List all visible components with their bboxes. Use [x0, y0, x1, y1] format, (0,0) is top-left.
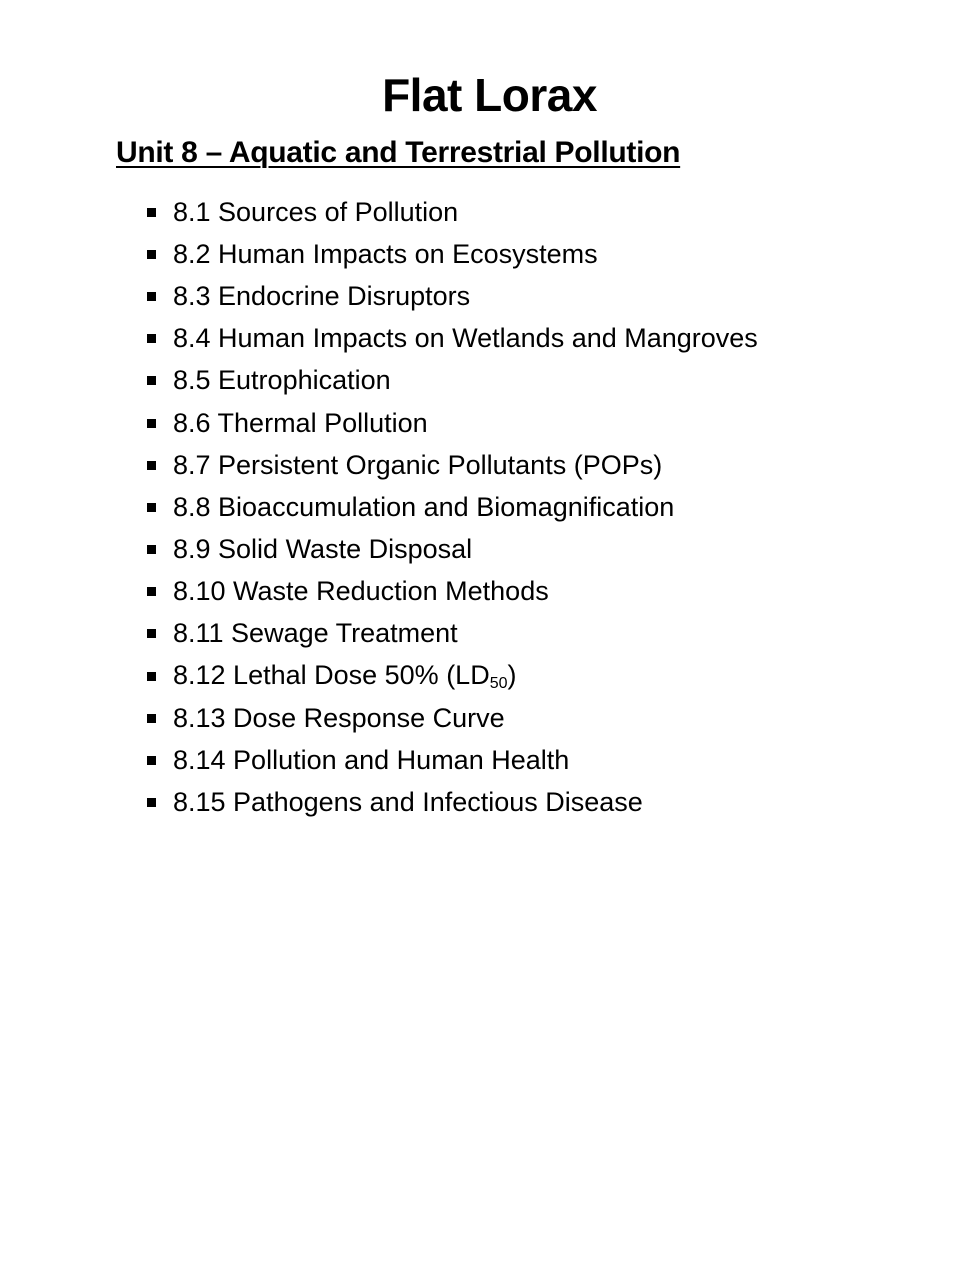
topic-text: 8.1 Sources of Pollution	[173, 196, 459, 227]
square-bullet-icon	[147, 419, 156, 428]
list-item	[147, 697, 758, 739]
square-bullet-icon	[147, 587, 156, 596]
list-item	[147, 782, 758, 824]
list-item	[147, 739, 758, 781]
topic-text: 8.3 Endocrine Disruptors	[173, 280, 471, 311]
square-bullet-icon	[147, 334, 156, 343]
square-bullet-icon	[147, 461, 156, 470]
square-bullet-icon	[147, 798, 156, 807]
square-bullet-icon	[147, 292, 156, 301]
topic-list	[147, 191, 758, 824]
topic-text: 8.2 Human Impacts on Ecosystems	[173, 238, 598, 269]
square-bullet-icon	[147, 250, 156, 259]
list-item	[147, 402, 758, 444]
list-item	[147, 233, 758, 275]
square-bullet-icon	[147, 208, 156, 217]
topic-text: 8.11 Sewage Treatment	[173, 618, 458, 649]
list-item	[147, 275, 758, 317]
square-bullet-icon	[147, 629, 156, 638]
list-item	[147, 444, 758, 486]
square-bullet-icon	[147, 545, 156, 554]
topic-text-ld50	[173, 660, 517, 693]
square-bullet-icon	[147, 503, 156, 512]
square-bullet-icon	[147, 714, 156, 723]
topic-text: 8.10 Waste Reduction Methods	[173, 576, 549, 607]
list-item	[147, 318, 758, 360]
page-title: Flat Lorax	[382, 69, 597, 121]
topic-text: 8.8 Bioaccumulation and Biomagnification	[173, 491, 675, 522]
list-item	[147, 655, 758, 697]
square-bullet-icon	[147, 672, 156, 681]
ld50-subscript: 50	[489, 674, 508, 692]
topic-text: 8.13 Dose Response Curve	[173, 702, 505, 733]
topic-text: 8.4 Human Impacts on Wetlands and Mangroves	[173, 323, 758, 354]
topic-text: 8.6 Thermal Pollution	[173, 407, 428, 438]
topic-text: 8.9 Solid Waste Disposal	[173, 534, 473, 565]
unit-heading: Unit 8 – Aquatic and Terrestrial Pollution	[116, 136, 681, 169]
list-item	[147, 360, 758, 402]
square-bullet-icon	[147, 756, 156, 765]
square-bullet-icon	[147, 376, 156, 385]
topic-text-suffix: )	[507, 659, 517, 690]
list-item	[147, 571, 758, 613]
list-item	[147, 529, 758, 571]
topic-text: 8.12 Lethal Dose 50% (LD	[173, 659, 490, 690]
list-item	[147, 486, 758, 528]
list-item	[147, 613, 758, 655]
topic-text: 8.14 Pollution and Human Health	[173, 745, 570, 776]
topic-text: 8.5 Eutrophication	[173, 365, 391, 396]
topic-text: 8.15 Pathogens and Infectious Disease	[173, 787, 643, 818]
list-item	[147, 191, 758, 233]
topic-text: 8.7 Persistent Organic Pollutants (POPs)	[173, 449, 663, 480]
